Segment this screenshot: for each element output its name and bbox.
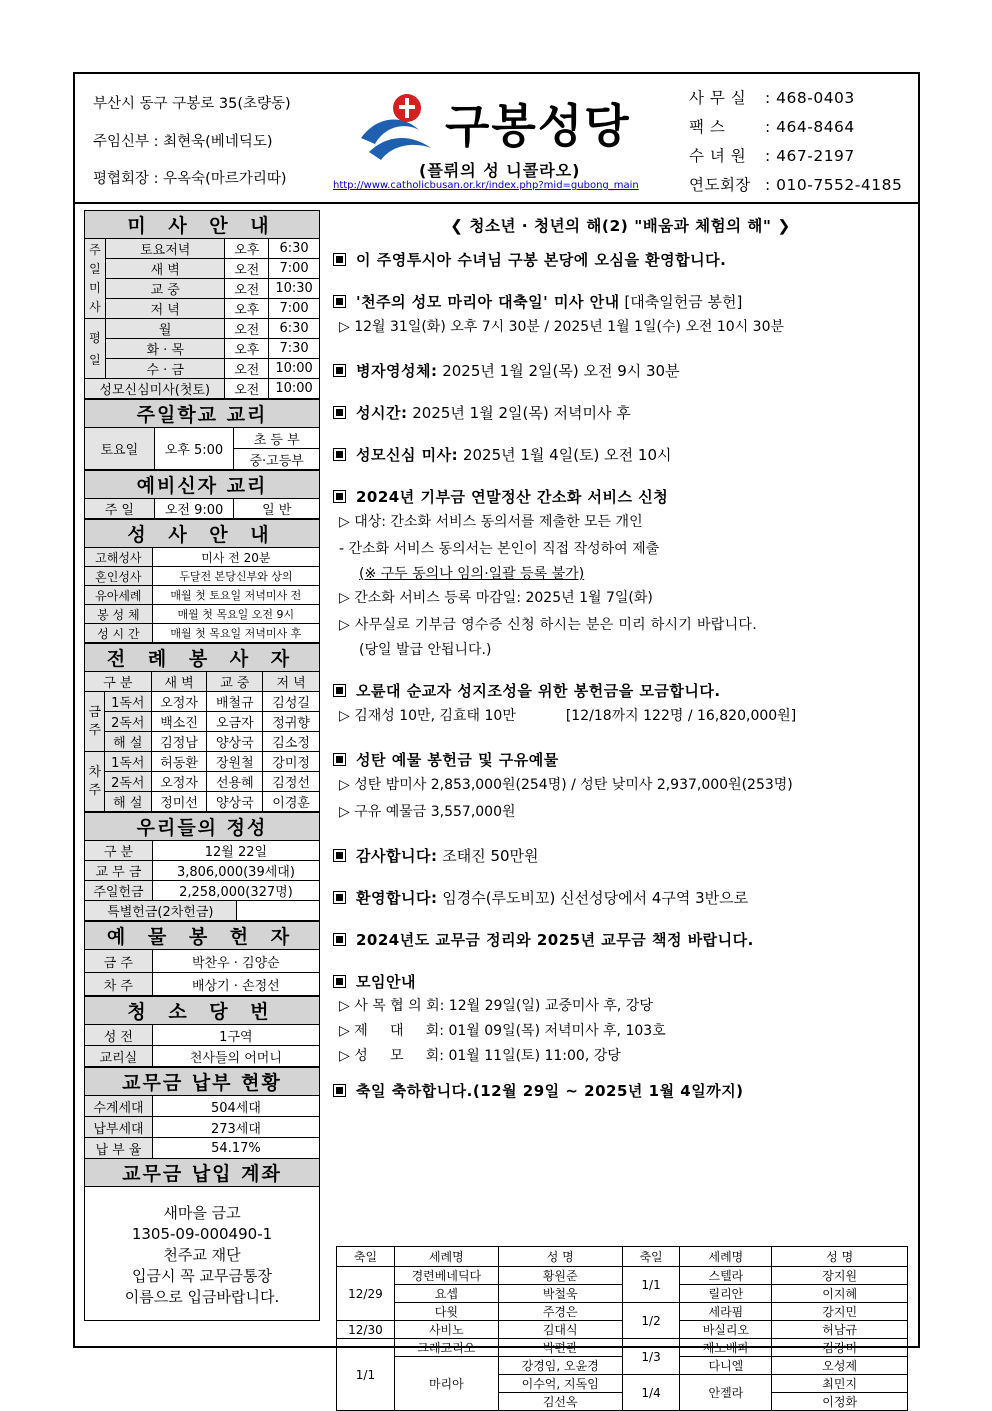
sunday-label: 주일미사 xyxy=(89,242,101,314)
table-cell: 김선옥 xyxy=(498,1393,622,1411)
sunday-school xyxy=(84,399,320,470)
table-cell: 교 무 금 xyxy=(85,861,153,881)
table-cell: 교리실 xyxy=(85,1046,153,1067)
table-cell: 오후 xyxy=(225,339,269,359)
table-cell: 해 설 xyxy=(104,792,151,812)
table-cell: 정귀향 xyxy=(263,712,320,732)
church-logo-icon xyxy=(357,86,447,166)
table-cell: 허동환 xyxy=(151,752,207,772)
table-cell: 12월 22일 xyxy=(152,841,319,861)
table-cell: 7:30 xyxy=(269,339,320,359)
table-cell: 금주 xyxy=(85,692,105,752)
table-row xyxy=(337,1267,908,1285)
table-row xyxy=(337,1321,908,1339)
table-cell: 스텔라 xyxy=(680,1267,772,1285)
table-cell: 오후 5:00 xyxy=(154,428,234,470)
table-cell: 백소진 xyxy=(151,712,207,732)
table-cell: 천사들의 어머니 xyxy=(152,1046,319,1067)
table-cell: 3,806,000(39세대) xyxy=(152,861,319,881)
bullet-square-icon xyxy=(333,490,346,503)
table-row xyxy=(337,1357,908,1375)
notice-thanks: 감사합니다: 조태진 50만원 xyxy=(333,844,908,868)
table-cell: 박찬우 · 김양순 xyxy=(152,950,319,973)
table-cell: 강미정 xyxy=(263,752,320,772)
table-cell: 54.17% xyxy=(152,1138,319,1159)
table-cell: 축일 xyxy=(337,1247,395,1267)
table-cell: 이수억, 지독임 xyxy=(498,1375,622,1393)
table-cell: 2,258,000(327명) xyxy=(152,881,319,901)
left-column xyxy=(84,210,320,1321)
table-cell: 1독서 xyxy=(104,752,151,772)
table-cell: 예 물 봉 헌 자 xyxy=(85,922,320,950)
table-cell: 7:00 xyxy=(269,259,320,279)
table-cell: 오정자 xyxy=(151,692,207,712)
table-cell: 월 xyxy=(105,319,225,339)
notice-marian-mass: 성모신심 미사: 2025년 1월 4일(토) 오전 10시 xyxy=(333,443,908,467)
table-cell: 저 녁 xyxy=(105,299,225,319)
church-address: 부산시 동구 구봉로 35(초량동) xyxy=(93,96,291,112)
table-cell: 정미선 xyxy=(151,792,207,812)
table-cell: 1구역 xyxy=(152,1025,319,1046)
dues-status xyxy=(84,1067,320,1187)
bullet-square-icon xyxy=(333,753,346,766)
table-cell: 그레고리오 xyxy=(394,1339,498,1357)
table-cell: 릴리안 xyxy=(680,1285,772,1303)
table-cell: 매월 첫 목요일 오전 9시 xyxy=(152,605,319,624)
table-cell: 김대식 xyxy=(498,1321,622,1339)
feast-day-table xyxy=(336,1246,908,1411)
table-cell: 강경임, 오윤경 xyxy=(498,1357,622,1375)
table-cell: 교 중 xyxy=(207,672,263,692)
bullet-square-icon xyxy=(333,406,346,419)
table-row xyxy=(337,1285,908,1303)
website-link[interactable]: http://www.catholicbusan.or.kr/index.php?mid=gubong_main xyxy=(333,180,639,191)
table-row xyxy=(337,1303,908,1321)
table-cell: 성모신심미사(첫토) xyxy=(85,379,225,399)
table-cell: 최민지 xyxy=(772,1375,908,1393)
table-cell: 오성제 xyxy=(772,1357,908,1375)
table-cell: 성 명 xyxy=(498,1247,622,1267)
table-cell: 봉 성 체 xyxy=(85,605,153,624)
bullet-square-icon xyxy=(333,849,346,862)
bullet-square-icon xyxy=(333,891,346,904)
bank-account: 새마을 금고 1305-09-000490-1 천주교 재단 입금시 꼭 교무금통장 이름으로 입금바랍니다. xyxy=(84,1187,320,1321)
table-cell: 차 주 xyxy=(85,973,153,996)
mass-schedule xyxy=(84,210,320,399)
table-cell: 요셉 xyxy=(394,1285,498,1303)
table-cell: 1/1 xyxy=(622,1267,680,1303)
table-cell: 유아세례 xyxy=(85,586,153,605)
bullet-square-icon xyxy=(333,933,346,946)
table-cell: 1독서 xyxy=(104,692,151,712)
pastor-name: 주임신부 : 최현욱(베네딕도) xyxy=(93,134,273,150)
contact-fax: 팩 스 : 464-8464 xyxy=(689,118,855,136)
mass-title: 미 사 안 내 xyxy=(85,211,320,239)
table-cell: 혼인성사 xyxy=(85,567,153,586)
table-cell: 7:00 xyxy=(269,299,320,319)
notice-christmas-offering: 성탄 예물 봉헌금 및 구유예물 ▷ 성탄 밤미사 2,853,000원(254명) / 성탄 낮미사 2,937,000원(253명) ▷ 구유 예물금 3,557,000원 xyxy=(333,748,908,826)
notice-donation-tax: 2024년 기부금 연말정산 간소화 서비스 신청 ▷ 대상: 간소화 서비스 동의서를 제출한 모든 개인 - 간소화 서비스 동의서는 본인이 직접 작성하여 제출 (※ 구두 동의나 임의·일괄 등록 불가) ▷ 간소화 서비스 등록 마감일: 2025년 1월 7일(화) ▷ 사무실로 기부금 영수증 신청 하시는 분은 미리 하시기 바랍니다. (당일 발급 안됩니다.) xyxy=(333,485,908,661)
table-cell: 토요일 xyxy=(85,428,155,470)
notice-solemnity-mass: '천주의 성모 마리아 대축일' 미사 안내 [대축일헌금 봉헌] ▷ 12월 31일(화) 오후 7시 30분 / 2025년 1월 1일(수) 오전 10시 30분 xyxy=(333,290,908,341)
table-cell: 장원철 xyxy=(207,752,263,772)
announcements xyxy=(333,214,908,1103)
table-cell: 사비노 xyxy=(394,1321,498,1339)
table-cell: 273세대 xyxy=(152,1117,319,1138)
table-cell: 다윗 xyxy=(394,1303,498,1321)
header xyxy=(75,74,918,204)
table-cell: 바실리오 xyxy=(680,1321,772,1339)
table-cell: 6:30 xyxy=(269,319,320,339)
table-cell: 예비신자 교리 xyxy=(85,471,320,499)
table-cell: 양상국 xyxy=(207,792,263,812)
bullet-square-icon xyxy=(333,253,346,266)
table-cell: 수 · 금 xyxy=(105,359,225,379)
patron-saint: (플뤼의 성 니콜라오) xyxy=(419,161,581,180)
table-cell: 김소정 xyxy=(263,732,320,752)
table-cell: 다니엘 xyxy=(680,1357,772,1375)
table-cell: 김정남 xyxy=(151,732,207,752)
table-cell: 주일학교 교리 xyxy=(85,400,320,428)
table-cell: 이지혜 xyxy=(772,1285,908,1303)
council-president: 평협회장 : 우옥숙(마르가리따) xyxy=(93,171,287,187)
table-cell: 10:00 xyxy=(269,359,320,379)
table-cell: 성 시 간 xyxy=(85,624,153,643)
catechumen-class xyxy=(84,470,320,519)
table-cell: 오정자 xyxy=(151,772,207,792)
table-cell: 수계세대 xyxy=(85,1096,153,1117)
table-cell: 박철욱 xyxy=(498,1285,622,1303)
table-cell: 청 소 당 번 xyxy=(85,997,320,1025)
table-cell: 교무금 납입 계좌 xyxy=(85,1159,320,1187)
bullet-square-icon xyxy=(333,684,346,697)
table-cell: 오전 xyxy=(225,319,269,339)
notice-meetings: 모임안내 ▷ 사 목 협 의 회: 12월 29일(일) 교중미사 후, 강당 ▷ 제 대 회: 01월 09일(목) 저녁미사 후, 103호 ▷ 성 모 회: 01월 11일(토) 11:00, 강당 xyxy=(333,970,908,1069)
table-cell: 우리들의 정성 xyxy=(85,813,320,841)
liturgy-servers xyxy=(84,643,320,812)
table-cell: 초 등 부 xyxy=(234,428,320,449)
contact-convent: 수 녀 원 : 467-2197 xyxy=(689,147,855,165)
table-cell: 1/3 xyxy=(622,1339,680,1375)
table-cell: 강지민 xyxy=(772,1303,908,1321)
table-cell: 구 분 xyxy=(85,841,153,861)
table-cell: 저 녁 xyxy=(263,672,320,692)
table-cell: 이정화 xyxy=(772,1393,908,1411)
table-cell: 선용혜 xyxy=(207,772,263,792)
table-cell: 박편관 xyxy=(498,1339,622,1357)
table-cell: 장지원 xyxy=(772,1267,908,1285)
church-name: 구봉성당 xyxy=(445,99,631,153)
notice-welcome-member: 환영합니다: 임경수(루도비꼬) 신선성당에서 4구역 3반으로 xyxy=(333,886,908,910)
table-cell: 오전 xyxy=(225,259,269,279)
table-cell: 주경은 xyxy=(498,1303,622,1321)
table-cell: 10:00 xyxy=(269,379,320,399)
table-cell: 안젤라 xyxy=(680,1375,772,1411)
table-cell: 12/29 xyxy=(337,1267,395,1321)
table-cell: 2독서 xyxy=(104,772,151,792)
table-cell: 이경훈 xyxy=(263,792,320,812)
table-cell: 마리아 xyxy=(394,1357,498,1411)
table-cell: 일 반 xyxy=(234,499,320,519)
table-cell xyxy=(85,319,106,379)
table-cell: 축일 xyxy=(622,1247,680,1267)
bullet-square-icon xyxy=(333,1084,346,1097)
table-cell: 황원준 xyxy=(498,1267,622,1285)
table-cell: 1/1 xyxy=(337,1339,395,1411)
cleaning-duty xyxy=(84,996,320,1067)
contact-prayer-leader: 연도회장 : 010-7552-4185 xyxy=(689,176,903,194)
gift-offerers xyxy=(84,921,320,996)
table-cell: 6:30 xyxy=(269,239,320,259)
table-cell: 토요저녁 xyxy=(105,239,225,259)
table-cell: 허남규 xyxy=(772,1321,908,1339)
notice-martyrs-shrine: 오륜대 순교자 성지조성을 위한 봉헌금을 모금합니다. ▷ 김재성 10만, 김효태 10만 [12/18까지 122명 / 16,820,000원] xyxy=(333,679,908,730)
table-cell: 새 벽 xyxy=(151,672,207,692)
bullet-square-icon xyxy=(333,975,346,988)
notice-sick-communion: 병자영성체: 2025년 1월 2일(목) 오전 9시 30분 xyxy=(333,359,908,383)
table-cell: 납 부 율 xyxy=(85,1138,153,1159)
sacraments xyxy=(84,519,320,643)
bullet-square-icon xyxy=(333,295,346,308)
table-cell: 오금자 xyxy=(207,712,263,732)
table-cell: 매월 첫 목요일 저녁미사 후 xyxy=(152,624,319,643)
table-cell: 12/30 xyxy=(337,1321,395,1339)
table-cell xyxy=(85,239,106,319)
notice-feast-days: 축일 축하합니다.(12월 29일 ~ 2025년 1월 4일까지) xyxy=(333,1079,908,1103)
table-cell: 주 일 xyxy=(85,499,155,519)
table-cell: 2독서 xyxy=(104,712,151,732)
table-cell: 두달전 본당신부와 상의 xyxy=(152,567,319,586)
bullet-square-icon xyxy=(333,364,346,377)
table-cell: 504세대 xyxy=(152,1096,319,1117)
table-cell: 배철규 xyxy=(207,692,263,712)
table-cell: 김강미 xyxy=(772,1339,908,1357)
table-cell: 오후 xyxy=(225,299,269,319)
table-cell: 오전 xyxy=(225,279,269,299)
table-cell: 해 설 xyxy=(104,732,151,752)
table-cell: 특별헌금(2차헌금) xyxy=(85,901,237,921)
notice-dues: 2024년도 교무금 정리와 2025년 교무금 책정 바랍니다. xyxy=(333,928,908,952)
table-cell: 세례명 xyxy=(394,1247,498,1267)
table-cell: 차주 xyxy=(85,752,105,812)
table-cell: 교무금 납부 현황 xyxy=(85,1068,320,1096)
table-cell: 김정선 xyxy=(263,772,320,792)
table-cell: 오전 9:00 xyxy=(154,499,234,519)
table-cell: 경련베네딕다 xyxy=(394,1267,498,1285)
table-cell: 1/4 xyxy=(622,1375,680,1411)
table-cell: 김성길 xyxy=(263,692,320,712)
table-cell: 주일헌금 xyxy=(85,881,153,901)
table-cell: 세례명 xyxy=(680,1247,772,1267)
table-cell: 전 례 봉 사 자 xyxy=(85,644,320,672)
bullet-square-icon xyxy=(333,448,346,461)
table-cell: 배상기 · 손정선 xyxy=(152,973,319,996)
table-cell: 화 · 목 xyxy=(105,339,225,359)
notice-holy-hour: 성시간: 2025년 1월 2일(목) 저녁미사 후 xyxy=(333,401,908,425)
table-cell: 양상국 xyxy=(207,732,263,752)
table-cell: 세라핌 xyxy=(680,1303,772,1321)
table-cell: 성 명 xyxy=(772,1247,908,1267)
table-cell: 새 벽 xyxy=(105,259,225,279)
table-cell: 고해성사 xyxy=(85,548,153,567)
offering-summary xyxy=(84,812,320,921)
logo xyxy=(333,80,677,198)
table-cell: 성 사 안 내 xyxy=(85,520,320,548)
table-cell: 금 주 xyxy=(85,950,153,973)
weekday-label: 평일 xyxy=(89,330,101,367)
table-cell: 납부세대 xyxy=(85,1117,153,1138)
table-cell: 성 전 xyxy=(85,1025,153,1046)
table-cell: 오전 xyxy=(225,359,269,379)
table-cell: 구 분 xyxy=(85,672,152,692)
table-cell: 중·고등부 xyxy=(234,449,320,470)
table-cell: 매월 첫 토요일 저녁미사 전 xyxy=(152,586,319,605)
table-cell: 1/2 xyxy=(622,1303,680,1339)
bulletin-page xyxy=(73,72,920,1409)
table-cell: 오후 xyxy=(225,239,269,259)
table-cell: 교 중 xyxy=(105,279,225,299)
table-cell: 오전 xyxy=(225,379,269,399)
table-cell xyxy=(236,901,319,921)
table-cell: 제노베파 xyxy=(680,1339,772,1357)
contact-office: 사 무 실 : 468-0403 xyxy=(689,89,855,107)
notice-welcome-sister: 이 주영투시아 수녀님 구봉 본당에 오심을 환영합니다. xyxy=(333,248,908,272)
year-theme: ❮ 청소년 · 청년의 해(2) "배움과 체험의 해" ❯ xyxy=(450,217,791,235)
table-cell: 10:30 xyxy=(269,279,320,299)
table-cell: 미사 전 20분 xyxy=(152,548,319,567)
table-row xyxy=(337,1339,908,1357)
